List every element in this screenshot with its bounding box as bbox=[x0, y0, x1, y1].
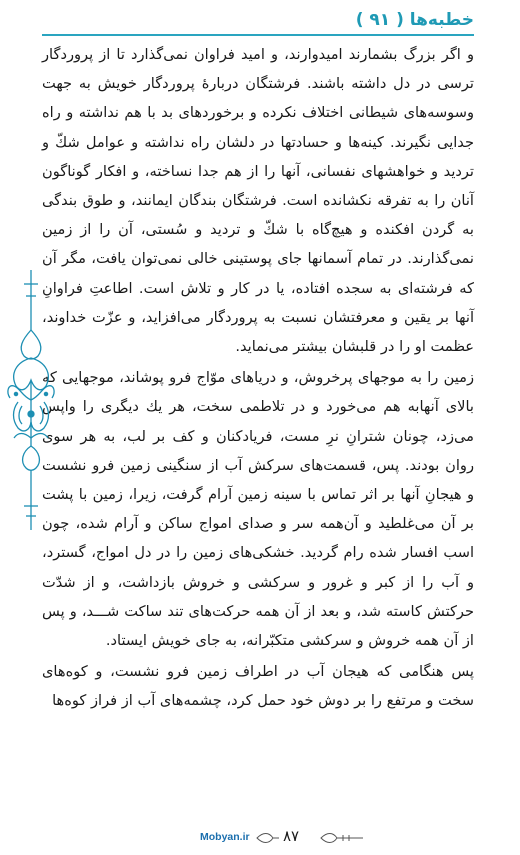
arabesque-ornament-icon bbox=[4, 270, 58, 530]
paragraph: و اگر بزرگ بشمارند اميدوارند، و اميد فراوان نمى‌گذارد تا از پروردگار ترسى در دل داشته باشند. فرشتگان دربارهٔ پروردگار خويش به جهت وسوسه‌هاى شيطانى اختلاف نكرده و برخوردهاى بد با هم نداشته و راه جدايى نگيرند. كينه‌ها و حسادتها در دلشان راه نداشته و عوامل شكّ و ترديد و خواهشهاى نفسانى، آنها را از هم جدا نساخته، و افكار گوناگون آنان را به تفرقه نكشانده است. فرشتگان بندگان ايمانند، و طوق بندگى به گردن افكنده و هيچ‌گاه با شكّ و ترديد و سُستى، آن را از زمين نمى‌گذارند. در تمام آسمانها جاى پوستينى خالى نمى‌توان يافت، مگر آن كه فرشته‌اى به سجده افتاده، يا در كار و تلاش است. اطاعتِ فراوانِ آنها بر يقين و معرفتشان نسبت به پروردگار مى‌افزايد، و عزّت خداوند، عظمت او را در قلبشان بيشتر مى‌نمايد. bbox=[42, 46, 474, 356]
footer-brand: Mobyan.ir bbox=[200, 831, 250, 843]
page-number: ۸۷ bbox=[283, 827, 300, 845]
page-title: خطبه‌ها ( ۹۱ ) bbox=[355, 10, 474, 30]
page-body bbox=[42, 40, 474, 716]
header-divider bbox=[42, 34, 474, 36]
paragraph: پس هنگامى كه هيجان آب در اطراف زمين فرو نشست، و كوه‌هاى سخت و مرتفع را بر دوش خود حمل كرد، چشمه‌هاى آب از فراز كوه‌ها bbox=[42, 663, 474, 710]
page-header bbox=[42, 6, 474, 36]
footer-flourish-icon bbox=[255, 829, 365, 847]
page-footer bbox=[0, 827, 520, 849]
paragraph: زمين را به موجهاى پرخروش، و درياهاى موّاج فرو پوشاند، موجهايى كه بالاى آنهابه هم مى‌خورد و در تلاطمى سخت، هر يك ديگرى را واپس مى‌زد، چونان شترانِ نرِ مست، فريادكنان و كف بر لب، به هر سوى روان بودند. پس، قسمت‌هاى سركش آب از سنگينى زمين فرو نشست و هيجانِ آنها بر اثر تماس با سينه زمين آرام گرفت، زيرا، زمين با پشت بر آن مى‌غلطيد و آن‌همه سر و صداى امواج ساكن و آرام شده، چون اسب افسار شده رام گرديد. خشكى‌هاى زمين را در دل امواج، گسترد، و آب را از كبر و غرور و سركشى و خروش بازداشت، و از شدّت حركتش كاسته شد، و بعد از آن همه حركت‌هاى تند ساكت شـــد، و پس از آن همه خروش و سركشى متكبّرانه، به جاى خويش ايستاد. bbox=[42, 369, 474, 650]
